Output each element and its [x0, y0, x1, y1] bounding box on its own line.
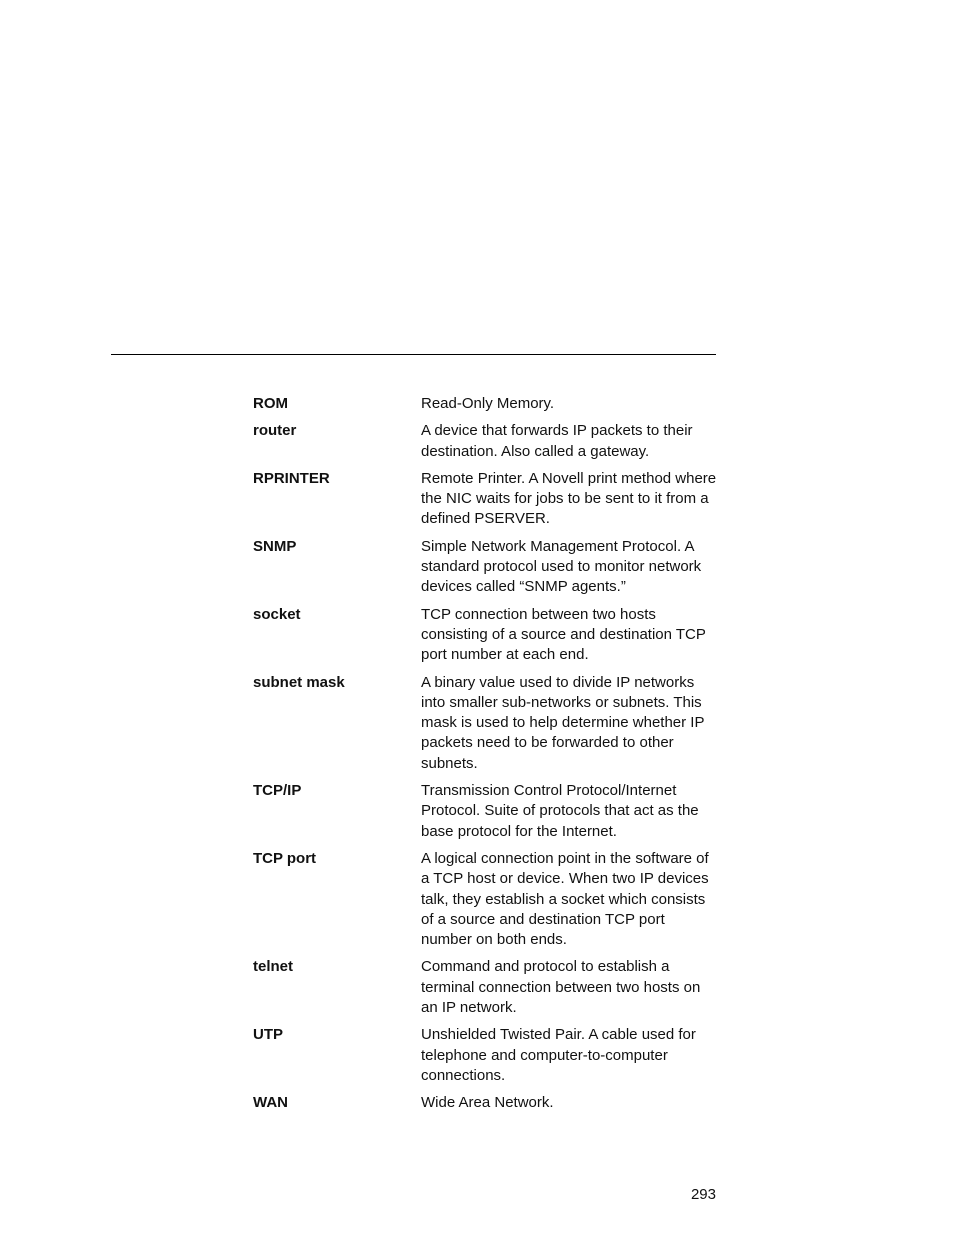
glossary-term: TCP port — [253, 849, 317, 867]
glossary-term: SNMP — [253, 537, 297, 555]
glossary-term: ROM — [253, 395, 288, 412]
glossary-entry — [253, 1093, 723, 1113]
glossary-entry — [253, 394, 723, 414]
glossary-definition: Remote Printer. A Novell print method where the NIC waits for jobs to be sent to it from a defined PSERVER. — [421, 469, 717, 528]
glossary-definition: TCP connection between two hosts consisting of a source and destination TCP port number at each end. — [421, 605, 706, 664]
glossary-term: TCP/IP — [253, 782, 302, 800]
glossary-term: UTP — [253, 1026, 283, 1044]
glossary-definition: Wide Area Network. — [421, 1094, 554, 1112]
glossary-entry — [253, 957, 723, 1018]
glossary-entry — [253, 421, 723, 462]
glossary-definition: A device that forwards IP packets to their destination. Also called a gateway. — [421, 422, 693, 460]
glossary-term: RPRINTER — [253, 469, 330, 487]
glossary-term: telnet — [253, 958, 294, 976]
glossary-entry — [253, 605, 723, 666]
glossary-definition: Command and protocol to establish a terminal connection between two hosts on an IP network. — [421, 958, 701, 1017]
glossary-definition: Transmission Control Protocol/Internet Protocol. Suite of protocols that act as the base protocol for the Internet. — [421, 782, 699, 840]
glossary-entry — [253, 673, 723, 774]
glossary-definition: Simple Network Management Protocol. A standard protocol used to monitor network devices called “SNMP agents.” — [421, 537, 702, 596]
glossary-entry — [253, 469, 723, 530]
header-rule — [111, 354, 716, 355]
glossary-list — [253, 394, 723, 1121]
glossary-term: subnet mask — [253, 673, 345, 691]
glossary-entry — [253, 849, 723, 950]
glossary-term: WAN — [253, 1094, 288, 1112]
glossary-definition: Unshielded Twisted Pair. A cable used for telephone and computer-to-computer connections. — [421, 1026, 696, 1084]
page-number: 293 — [690, 1186, 716, 1203]
glossary-term: router — [253, 422, 297, 440]
glossary-entry — [253, 537, 723, 598]
glossary-definition: Read-Only Memory. — [421, 395, 555, 412]
glossary-entry — [253, 1025, 723, 1086]
glossary-entry — [253, 781, 723, 842]
glossary-definition: A binary value used to divide IP networks into smaller sub-networks or subnets. This mask is used to help determine whether IP packets need to be forwarded to other subnets. — [421, 673, 705, 772]
glossary-definition: A logical connection point in the software of a TCP host or device. When two IP devices talk, they establish a socket which consists of a source and destination TCP port number on both ends. — [421, 849, 709, 949]
glossary-term: socket — [253, 605, 301, 623]
